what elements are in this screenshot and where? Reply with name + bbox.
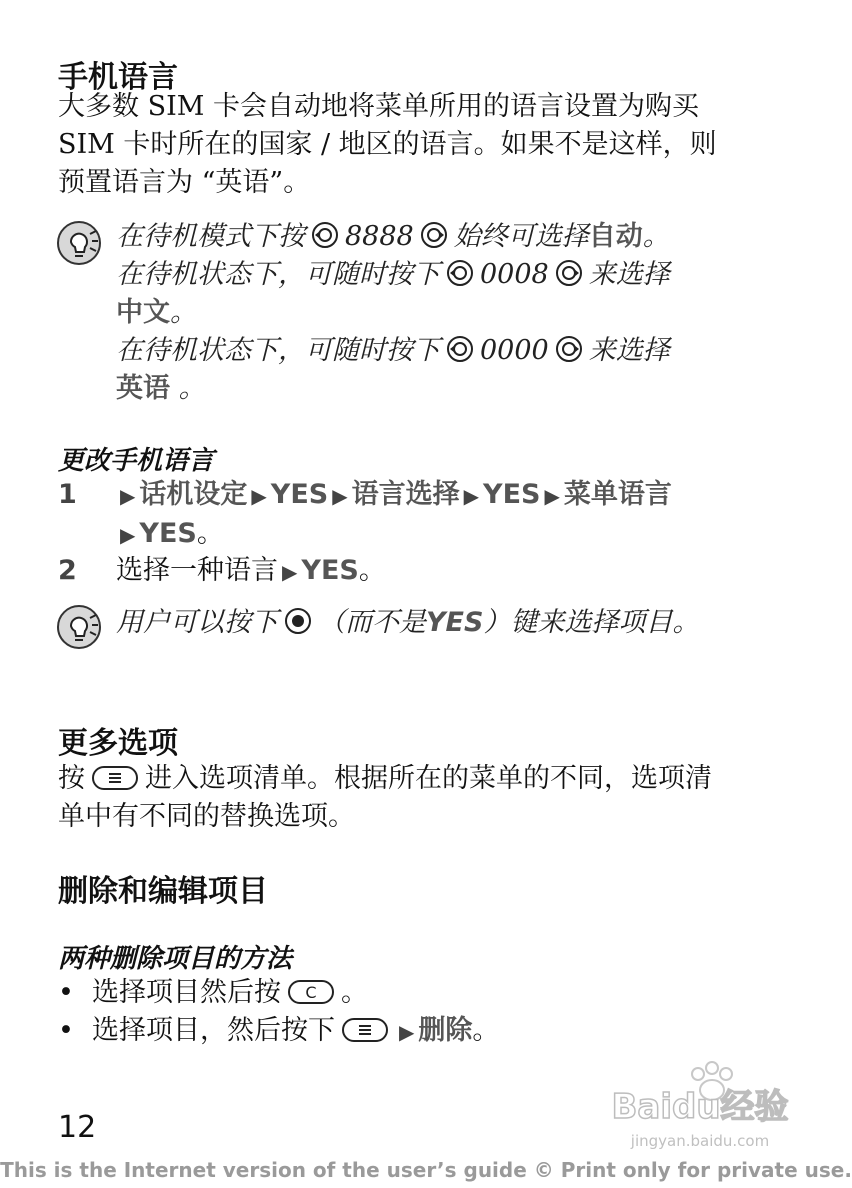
tip-lightbulb-icon bbox=[56, 220, 102, 266]
tip-language-shortcuts bbox=[116, 218, 816, 408]
paragraph-line: 大多数 SIM 卡会自动地将菜单所用的语言设置为购买 bbox=[58, 91, 699, 122]
svg-text:jingyan.baidu.com: jingyan.baidu.com bbox=[630, 1132, 770, 1150]
options-menu-key-icon bbox=[91, 765, 139, 791]
paragraph-line: 预置语言为 “英语”。 bbox=[58, 167, 311, 198]
section-title-phone-language: 手机语言 bbox=[58, 60, 178, 95]
ui-term-english: 英语 bbox=[116, 373, 170, 404]
navigation-key-right-icon bbox=[420, 221, 448, 249]
subsection-title-delete-methods: 两种删除项目的方法 bbox=[58, 944, 293, 974]
arrow-right-icon: ▶ bbox=[120, 484, 136, 508]
svg-text:Baidu经验: Baidu经验 bbox=[611, 1087, 789, 1127]
section-title-delete-edit: 删除和编辑项目 bbox=[58, 874, 268, 909]
navigation-key-right-icon bbox=[555, 335, 583, 363]
yes-softkey-label: YES bbox=[426, 607, 484, 638]
navigation-key-left-icon bbox=[446, 259, 474, 287]
tip-select-item: 用户可以按下 （而不是YES）键来选择项目。 bbox=[116, 607, 700, 638]
paragraph-line: 单中有不同的替换选项。 bbox=[58, 801, 355, 832]
step-body: 选择一种语言 ▶ YES。 bbox=[116, 555, 386, 586]
yes-softkey-label: YES bbox=[270, 479, 329, 510]
yes-softkey-label: YES bbox=[483, 479, 541, 510]
arrow-right-icon: ▶ bbox=[463, 484, 480, 508]
tip-line: 英语 。 bbox=[116, 373, 206, 404]
arrow-right-icon: ▶ bbox=[251, 484, 267, 508]
yes-softkey-label: YES bbox=[139, 518, 197, 549]
step-number: 1 bbox=[58, 479, 77, 510]
tip-line: 在待机状态下，可随时按下 0008 来选择 bbox=[116, 259, 670, 290]
paragraph-line: 按 进入选项清单。根据所在的菜单的不同，选项清 bbox=[58, 763, 712, 794]
tip-line: 在待机模式下按 8888 始终可选择自动。 bbox=[116, 221, 670, 252]
navigation-key-left-icon bbox=[311, 221, 339, 249]
ui-term-delete: 删除 bbox=[418, 1015, 473, 1046]
options-menu-key-icon bbox=[341, 1017, 389, 1043]
baidu-jingyan-watermark-logo bbox=[600, 1060, 800, 1160]
ui-term-chinese: 中文 bbox=[116, 297, 170, 328]
tip-line: 中文。 bbox=[116, 297, 197, 328]
arrow-right-icon: ▶ bbox=[399, 1020, 415, 1044]
bullet-dot: • bbox=[58, 1015, 74, 1046]
ui-term-auto: 自动 bbox=[588, 221, 643, 252]
svg-text:C: C bbox=[305, 983, 317, 1002]
center-select-key-icon bbox=[284, 607, 312, 635]
arrow-right-icon: ▶ bbox=[120, 523, 136, 547]
step-body: ▶ 话机设定 ▶ YES ▶ 语言选择 ▶ YES ▶ 菜单语言 ▶ YES。 bbox=[120, 479, 672, 549]
more-options-paragraph bbox=[58, 760, 798, 836]
manual-page: 手机语言 大多数 SIM 卡会自动地将菜单所用的语言设置为购买 SIM 卡时所在的国家 / 地区的语言。如果不是这样，则 预置语言为 “英语”。 在待机模式下按 8888 始终可选择自动。 在待机状态下，可随时按下 0008 来选择 中文。 在待机状态下，可随时按下 0000 来选择 英语 。 更改手机语言 1 ▶ 话机设定 ▶ YES ▶ 语言选择 ▶ YES ▶ 菜单语言 ▶ YES。 2 选择一种语言 ▶ YES。 用户可以按下 （而不是YES）键来选择项目。 更多选项 按 进入选项清单。根据所在的菜单的不同，选项清 单中有不同的替换选项。 删除和编辑项目 两种删除项目的方法 • 选择项目然后按 C 。 • 选择项目，然后按下 ▶ 删除。 Baidu经验 jingyan.baidu.com 12 This is the Internet version of the user’s guide © Print only for private use. bbox=[0, 0, 852, 1188]
arrow-right-icon: ▶ bbox=[544, 484, 560, 508]
navigation-key-left-icon bbox=[446, 335, 474, 363]
section-title-more-options: 更多选项 bbox=[58, 726, 178, 761]
bullet-dot: • bbox=[58, 977, 74, 1008]
phone-language-paragraph bbox=[58, 88, 798, 202]
clear-key-icon bbox=[287, 979, 335, 1005]
arrow-right-icon: ▶ bbox=[282, 560, 298, 584]
yes-softkey-label: YES bbox=[301, 555, 359, 586]
subsection-title-change-language: 更改手机语言 bbox=[58, 446, 215, 476]
tip-lightbulb-icon bbox=[56, 604, 102, 650]
tip-line: 在待机状态下，可随时按下 0000 来选择 bbox=[116, 335, 670, 366]
paragraph-line: SIM 卡时所在的国家 / 地区的语言。如果不是这样，则 bbox=[58, 129, 717, 160]
navigation-key-right-icon bbox=[555, 259, 583, 287]
page-number: 12 bbox=[58, 1110, 97, 1145]
step-number: 2 bbox=[58, 555, 77, 586]
arrow-right-icon: ▶ bbox=[332, 484, 348, 508]
footer-disclaimer: This is the Internet version of the user’s guide © Print only for private use. bbox=[0, 1158, 852, 1182]
